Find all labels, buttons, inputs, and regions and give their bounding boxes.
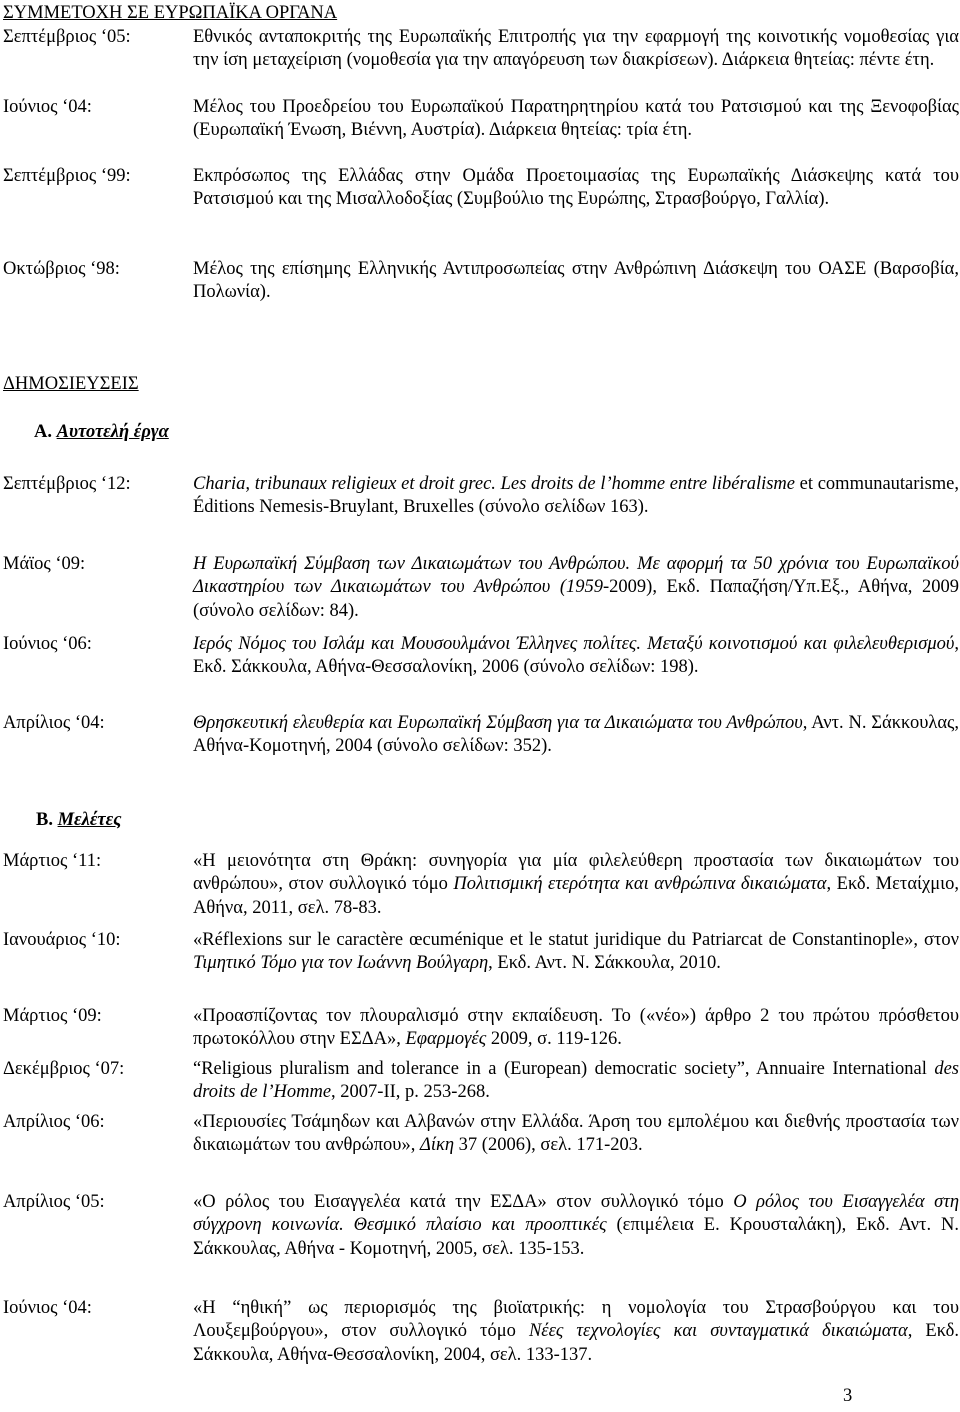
entry-text: [193, 553, 959, 623]
study-text: «Ο ρόλος του Εισαγγελέα κατά την ΕΣΔΑ» στον συλλογικό τόμο: [193, 1192, 734, 1212]
entry-text: [193, 929, 959, 976]
book-details: , Αντ. Ν. Σάκκουλας, Αθήνα-Κομοτηνή, 2004 (σύνολο σελίδων: 352).: [193, 713, 959, 757]
study-text: «Η μειονότητα στη Θράκη: συνηγορία για μία φιλελεύθερη προστασία των δικαιωμάτων του ανθρώπου», στον συλλογικό τόμο: [193, 851, 959, 895]
book-details: , Εκδ. Σάκκουλα, Αθήνα-Θεσσαλονίκη, 2006 (σύνολο σελίδων: 198).: [193, 634, 959, 678]
entry-date: Δεκέμβριος ‘07:: [3, 1059, 125, 1079]
study-volume-title: des droits de l’Homme: [193, 1059, 959, 1103]
entry-date: Ιούνιος ‘04:: [3, 1298, 92, 1318]
subheading-a: [34, 421, 169, 444]
study-volume-title: Εφαρμογές: [405, 1029, 487, 1050]
entry-date: Σεπτέμβριος ‘12:: [3, 474, 131, 494]
entry-text: [193, 1297, 959, 1367]
entry-text: Μέλος του Προεδρείου του Ευρωπαϊκού Παρατηρητηρίου κατά του Ρατσισμού και της Ξενοφοβίας (Ευρωπαϊκή Ένωση, Βιέννη, Αυστρία). Διάρκεια θητείας: τρία έτη.: [193, 97, 959, 141]
entry-text: [193, 473, 959, 520]
entry-date: Σεπτέμβριος ‘99:: [3, 166, 131, 186]
study-volume-title: Πολιτισμική ετερότητα και ανθρώπινα δικαιώματα: [453, 874, 827, 895]
book-details: et communautarisme, Éditions Nemesis-Bruylant, Bruxelles (σύνολο σελίδων 163).: [193, 474, 959, 518]
section-heading-publications: ΔΗΜΟΣΙΕΥΣΕΙΣ: [3, 374, 139, 394]
study-details: , Εκδ. Μεταίχμιο, Αθήνα, 2011, σελ. 78-83.: [193, 874, 959, 918]
study-details: 2009, σ. 119-126.: [486, 1029, 622, 1050]
subheading-title: Αυτοτελή έργα: [56, 422, 169, 442]
entry-date: Μάρτιος ‘09:: [3, 1006, 102, 1026]
entry-date: Ιανουάριος ‘10:: [3, 930, 121, 950]
entry-text: [193, 1058, 959, 1105]
study-text: “Religious pluralism and tolerance in a (European) democratic society”, Annuaire International: [193, 1059, 935, 1079]
subheading-letter: Β.: [36, 810, 53, 830]
entry-date: Απρίλιος ‘04:: [3, 713, 105, 733]
study-details: , Εκδ. Αντ. Ν. Σάκκουλα, 2010.: [488, 953, 721, 974]
page-number: 3: [843, 1386, 853, 1406]
study-details: (επιμέλεια Ε. Κρουσταλάκη), Εκδ. Αντ. Ν. Σάκκουλας, Αθήνα - Κομοτηνή, 2005, σελ. 135-153.: [193, 1215, 959, 1259]
book-details: -2009), Εκδ. Παπαζήση/Υπ.Εξ., Αθήνα, 2009 (σύνολο σελίδων: 84).: [193, 577, 960, 621]
study-volume-title: Δίκη: [419, 1135, 455, 1156]
entry-date: Απρίλιος ‘05:: [3, 1192, 105, 1212]
entry-text: [193, 1005, 959, 1052]
entry-text: [193, 712, 959, 759]
book-title: Θρησκευτική ελευθερία και Ευρωπαϊκή Σύμβαση για τα Δικαιώματα του Ανθρώπου: [193, 713, 803, 733]
book-title: Ιερός Νόμος του Ισλάμ και Μουσουλμάνοι Έλληνες πολίτες. Μεταξύ κοινοτισμού και φιλελευθερισμού: [193, 634, 955, 654]
subheading-letter: Α.: [34, 422, 52, 442]
entry-date: Απρίλιος ‘06:: [3, 1112, 105, 1132]
entry-date: Σεπτέμβριος ‘05:: [3, 27, 131, 47]
entry-date: Ιούνιος ‘04:: [3, 97, 92, 117]
subheading-title: Μελέτες: [57, 810, 122, 830]
entry-date: Μάϊος ‘09:: [3, 554, 86, 574]
entry-text: [193, 633, 959, 680]
entry-text: [193, 850, 959, 920]
entry-date: Οκτώβριος ‘98:: [3, 259, 120, 279]
study-text: «Προασπίζοντας τον πλουραλισμό στην εκπαίδευση. Το («νέο») άρθρο 2 του πρώτου πρόσθετου πρωτοκόλλου στην ΕΣΔΑ»,: [193, 1006, 959, 1050]
study-details: , Εκδ. Σάκκουλα, Αθήνα-Θεσσαλονίκη, 2004, σελ. 133-137.: [193, 1321, 959, 1365]
entry-text: Εκπρόσωπος της Ελλάδας στην Ομάδα Προετοιμασίας της Ευρωπαϊκής Διάσκεψης κατά του Ρατσισμού και της Μισαλλοδοξίας (Συμβούλιο της Ευρώπης, Στρασβούργο, Γαλλία).: [193, 166, 959, 210]
study-text: «Η “ηθική” ως περιορισμός της βιοϊατρικής: η νομολογία του Στρασβούργου και του Λουξεμβούργου», στον συλλογικό τόμο: [193, 1298, 959, 1342]
entry-text: [193, 1191, 959, 1261]
study-text: «Περιουσίες Τσάμηδων και Αλβανών στην Ελλάδα. Άρση του εμπολέμου και διεθνής προστασία των δικαιωμάτων του ανθρώπου»,: [193, 1112, 959, 1156]
subheading-b: [36, 809, 121, 832]
entry-date: Ιούνιος ‘06:: [3, 634, 92, 654]
entry-text: [193, 1111, 959, 1158]
study-details: , 2007-II, p. 253-268.: [331, 1082, 490, 1103]
section-heading-european-bodies: ΣΥΜΜΕΤΟΧΗ ΣΕ ΕΥΡΩΠΑΪΚΑ ΟΡΓΑΝΑ: [3, 3, 338, 23]
book-title: Η Ευρωπαϊκή Σύμβαση των Δικαιωμάτων του Ανθρώπου. Με αφορμή τα 50 χρόνια του Ευρωπαϊκού Δικαστηρίου των Δικαιωμάτων του Ανθρώπου (1959: [193, 554, 959, 598]
entry-text: Εθνικός ανταποκριτής της Ευρωπαϊκής Επιτροπής για την εφαρμογή της κοινοτικής νομοθεσίας για την ίση μεταχείριση (νομοθεσία για την απαγόρευση των διακρίσεων). Διάρκεια θητείας: πέντε έτη.: [193, 27, 959, 71]
study-volume-title: Νέες τεχνολογίες και συνταγματικά δικαιώματα: [528, 1321, 908, 1342]
entry-date: Μάρτιος ‘11:: [3, 851, 102, 871]
study-volume-title: Ο ρόλος του Εισαγγελέα στη σύγχρονη κοινωνία. Θεσμικό πλαίσιο και προοπτικές: [193, 1192, 960, 1236]
book-title: Charia, tribunaux religieux et droit grec. Les droits de l’homme entre libéralisme: [193, 474, 795, 494]
entry-text: Μέλος της επίσημης Ελληνικής Αντιπροσωπείας στην Ανθρώπινη Διάσκεψη του ΟΑΣΕ (Βαρσοβία, Πολωνία).: [193, 259, 959, 303]
study-text: «Réflexions sur le caractère œcuménique et le statut juridique du Patriarcat de Constantinople», στον: [193, 930, 959, 950]
study-details: 37 (2006), σελ. 171-203.: [454, 1135, 643, 1156]
study-volume-title: Τιμητικό Τόμο για τον Ιωάννη Βούλγαρη: [193, 953, 489, 974]
